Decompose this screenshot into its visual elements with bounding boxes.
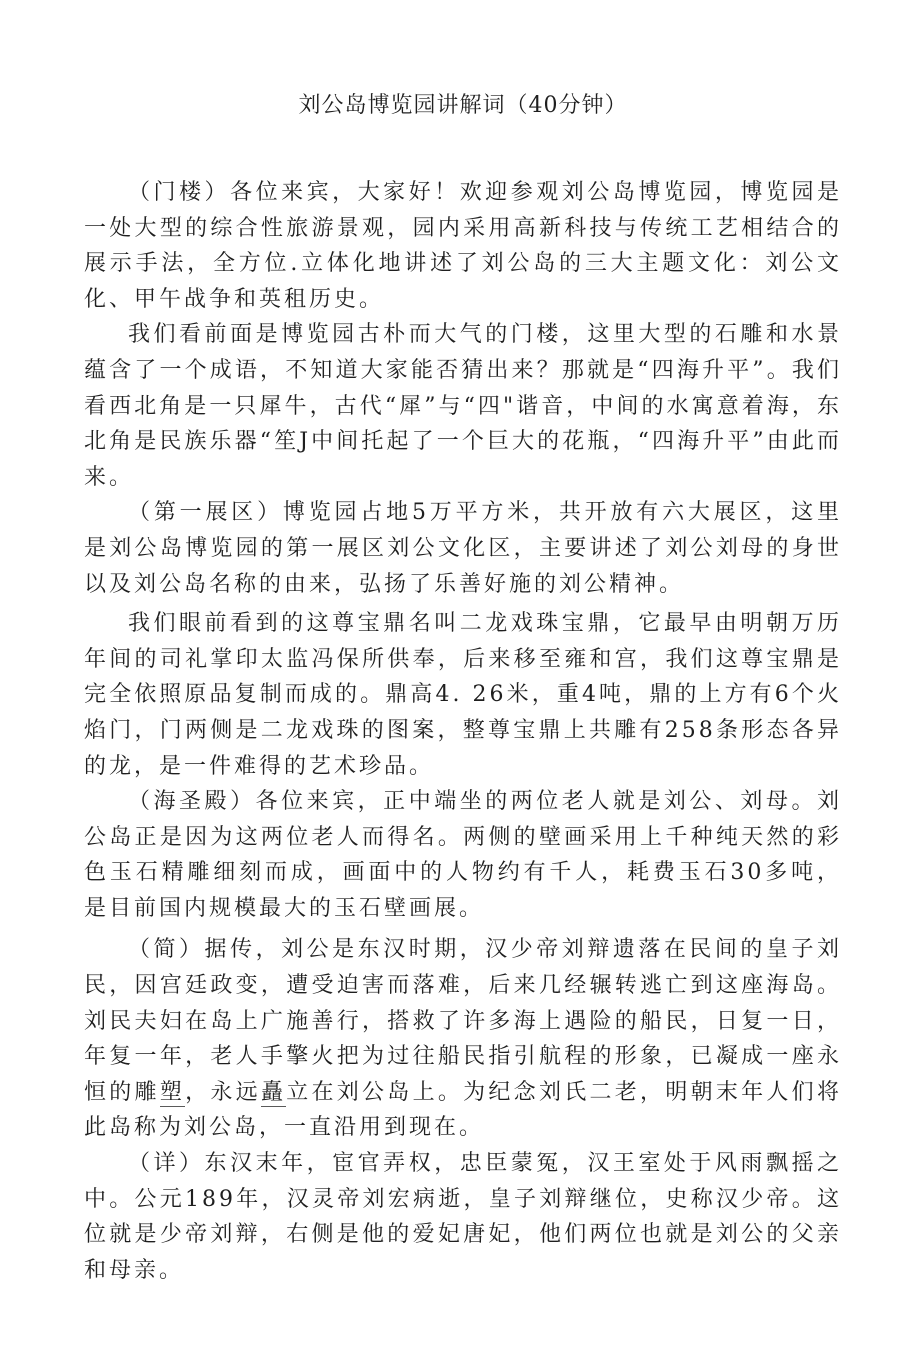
paragraph-legend-brief: （简）据传，刘公是东汉时期，汉少帝刘辩遗落在民间的皇子刘民，因宫廷政变，遭受迫害而落难，后来几经辗转逃亡到这座海岛。刘民夫妇在岛上广施善行，搭救了许多海上遇险的船民，日复一日，年复一年，老人手擎火把为过往船民指引航程的形象，已凝成一座永恒的雕塑，永远矗立在刘公岛上。为纪念刘氏二老，明朝末年人们将此岛称为刘公岛，一直沿用到现在。 xyxy=(84,937,842,1141)
paragraph-gatehouse: （门楼）各位来宾，大家好！欢迎参观刘公岛博览园，博览园是一处大型的综合性旅游景观，园内采用高新科技与传统工艺相结合的展示手法，全方位.立体化地讲述了刘公岛的三大主题文化：刘公文化、甲午战争和英租历史。 xyxy=(84,180,842,312)
paragraph-first-exhibit-zone: （第一展区）博览园占地5万平方米，共开放有六大展区，这里是刘公岛博览园的第一展区刘公文化区，主要讲述了刘公刘母的身世以及刘公岛名称的由来，弘扬了乐善好施的刘公精神。 xyxy=(84,500,842,597)
paragraph-legend-detail: （详）东汉末年，宦官弄权，忠臣蒙冤，汉王室处于风雨飘摇之中。公元189年，汉灵帝刘宏病逝，皇子刘辩继位，史称汉少帝。这位就是少帝刘辩，右侧是他的爱妃唐妃，他们两位也就是刘公的父亲 和母亲。 xyxy=(84,1151,842,1283)
document-title: 刘公岛博览园讲解词（40分钟） xyxy=(298,93,628,118)
paragraph-haisheng-hall: （海圣殿）各位来宾，正中端坐的两位老人就是刘公、刘母。刘公岛正是因为这两位老人而得名。两侧的壁画采用上千种纯天然的彩色玉石精雕细刻而成，画面中的人物约有千人，耗费玉石30多吨，是目前国内规模最大的玉石壁画展。 xyxy=(84,789,842,921)
paragraph-treasure-ding: 我们眼前看到的这尊宝鼎名叫二龙戏珠宝鼎，它最早由明朝万历年间的司礼掌印太监冯保所供奉，后来移至雍和宫，我们这尊宝鼎是完全依照原品复制而成的。鼎高4. 26米，重4吨，鼎的上方有6个火焰门，门两侧是二龙戏珠的图案，整尊宝鼎上共雕有258条形态各异的龙，是一件难得的艺术珍品。 xyxy=(84,611,842,779)
paragraph-gatehouse-detail: 我们看前面是博览园古朴而大气的门楼，这里大型的石雕和水景蕴含了一个成语，不知道大家能否猜出来？那就是“四海升平”。我们看西北角是一只犀牛，古代“犀”与“四"谐音，中间的水寓意着海，东北角是民族乐器“笙J中间托起了一个巨大的花瓶，“四海升平”由此而来。 xyxy=(84,322,842,490)
